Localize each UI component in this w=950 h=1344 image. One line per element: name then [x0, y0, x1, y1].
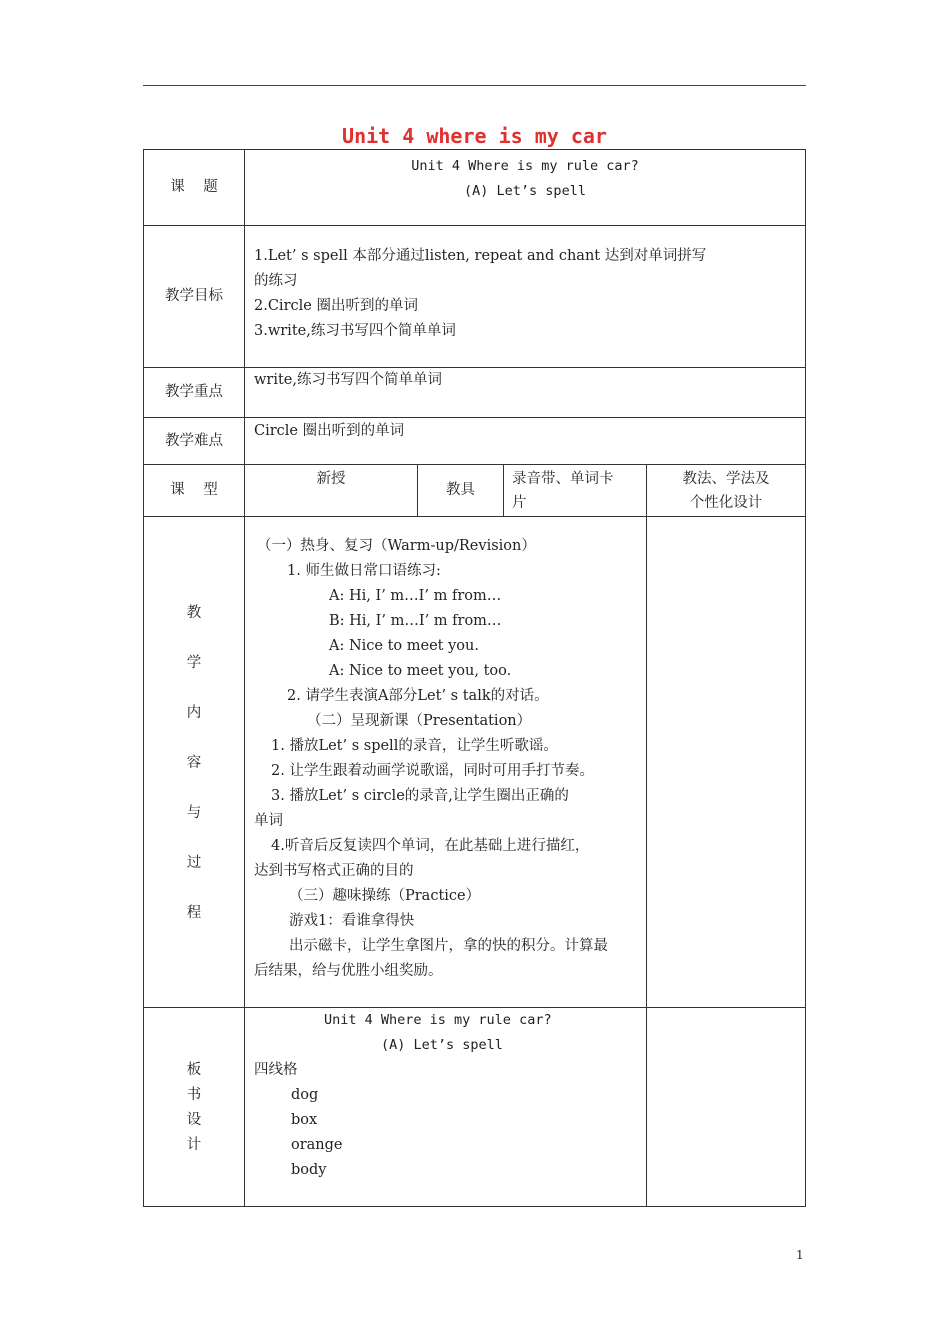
topic-line-1: Unit 4 Where is my rule car? — [411, 158, 639, 174]
difficulty-text: Circle 圈出听到的单词 — [254, 423, 405, 439]
board-methods-cell — [646, 1007, 806, 1207]
document-title: Unit 4 where is my car — [342, 124, 607, 148]
methods-header-cell — [646, 464, 806, 517]
key-points-label-cell — [143, 367, 245, 418]
goal-line-3: 2.Circle 圈出听到的单词 — [254, 298, 418, 314]
content-line: （二）呈现新课（Presentation） — [307, 713, 532, 729]
goals-label-cell — [143, 225, 245, 368]
difficulty-label-cell — [143, 417, 245, 465]
methods-line-1: 教法、学法及 — [682, 471, 770, 487]
board-word: body — [291, 1162, 327, 1178]
board-line-2: (A) Let’s spell — [381, 1037, 503, 1053]
aids-value-cell — [503, 464, 647, 517]
topic-label-cell — [143, 149, 245, 226]
content-line: 后结果，给与优胜小组奖励。 — [254, 963, 443, 979]
content-line: （一）热身、复习（Warm-up/Revision） — [257, 538, 536, 554]
board-word: box — [291, 1112, 318, 1128]
content-line: 1. 师生做日常口语练习: — [287, 563, 441, 579]
lesson-type-label-cell — [143, 464, 245, 517]
content-line: A: Hi, I’ m…I’ m from… — [329, 588, 502, 604]
content-label-char: 容 — [186, 755, 202, 771]
content-line: 4.听音后反复读四个单词，在此基础上进行描红， — [271, 838, 590, 854]
content-label-char: 程 — [186, 905, 202, 921]
board-label-char: 计 — [186, 1137, 202, 1153]
content-line: B: Hi, I’ m…I’ m from… — [329, 613, 502, 629]
aids-line-2: 片 — [512, 495, 527, 511]
topic-value-cell — [244, 149, 806, 226]
content-line: （三）趣味操练（Practice） — [289, 888, 481, 904]
board-label-char: 书 — [186, 1087, 202, 1103]
aids-line-1: 录音带、单词卡 — [512, 471, 614, 487]
goal-line-1: 1.Let’ s spell 本部分通过listen, repeat and chant 达到对单词拼写 — [254, 248, 707, 264]
board-label-char: 板 — [186, 1062, 202, 1078]
topic-label: 课 题 — [170, 179, 218, 195]
key-points-value-cell — [244, 367, 806, 418]
goal-line-4: 3.write,练习书写四个简单单词 — [254, 323, 456, 339]
page-number: 1 — [796, 1248, 804, 1262]
content-line: 游戏1：看谁拿得快 — [289, 913, 415, 929]
content-label-char: 过 — [186, 855, 202, 871]
board-word: dog — [291, 1087, 319, 1103]
key-points-text: write,练习书写四个简单单词 — [254, 372, 442, 388]
content-line: 3. 播放Let’ s circle的录音,让学生圈出正确的 — [271, 788, 569, 804]
board-word: orange — [291, 1137, 343, 1153]
board-label-char: 设 — [186, 1112, 202, 1128]
content-line: 出示磁卡，让学生拿图片，拿的快的积分。计算最 — [289, 938, 608, 954]
content-line: 2. 让学生跟着动画学说歌谣，同时可用手打节奏。 — [271, 763, 594, 779]
board-line-1: Unit 4 Where is my rule car? — [324, 1012, 552, 1028]
content-label-char: 与 — [186, 805, 202, 821]
board-body-cell — [244, 1007, 647, 1207]
content-label-char: 教 — [186, 605, 202, 621]
methods-line-2: 个性化设计 — [689, 495, 763, 511]
content-body-cell — [244, 516, 647, 1008]
goal-line-2: 的练习 — [254, 273, 298, 289]
content-label-char: 学 — [186, 655, 202, 671]
difficulty-label: 教学难点 — [165, 432, 223, 449]
board-label-cell — [143, 1007, 245, 1207]
difficulty-value-cell — [244, 417, 806, 465]
lesson-type-value: 新授 — [316, 471, 346, 487]
lesson-type-label: 课 型 — [170, 482, 218, 498]
header-rule — [143, 85, 806, 86]
lesson-type-value-cell — [244, 464, 418, 517]
goals-label: 教学目标 — [165, 288, 223, 304]
board-grid-label: 四线格 — [254, 1062, 298, 1078]
content-line: 达到书写格式正确的目的 — [254, 863, 414, 879]
aids-label: 教具 — [446, 482, 475, 498]
topic-line-2: (A) Let’s spell — [464, 183, 586, 199]
goals-value-cell — [244, 225, 806, 368]
content-line: A: Nice to meet you. — [329, 638, 479, 654]
content-line: 1. 播放Let’ s spell的录音，让学生听歌谣。 — [271, 738, 558, 754]
content-label-char: 内 — [186, 705, 202, 721]
content-line: A: Nice to meet you, too. — [329, 663, 512, 679]
aids-label-cell — [417, 464, 504, 517]
content-methods-cell — [646, 516, 806, 1008]
content-line: 单词 — [254, 813, 283, 829]
content-line: 2. 请学生表演A部分Let’ s talk的对话。 — [287, 688, 549, 704]
key-points-label: 教学重点 — [165, 384, 223, 400]
content-label-cell — [143, 516, 245, 1008]
